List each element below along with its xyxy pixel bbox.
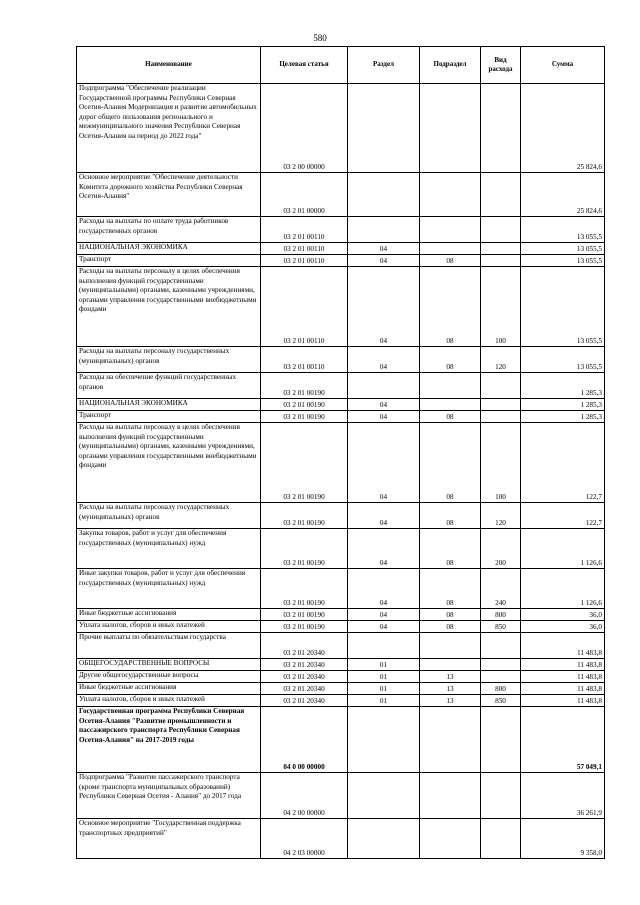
cell-code: 03 2 01 00110 <box>261 243 348 255</box>
cell-subsection <box>420 243 481 255</box>
table-row <box>77 84 605 173</box>
header-vid: Вид расхода <box>481 47 521 84</box>
cell-name: Закупка товаров, работ и услуг для обеспечения государственных (муниципальных) нужд <box>77 529 261 569</box>
cell-code: 03 2 00 00000 <box>261 84 348 173</box>
cell-name: Расходы на выплаты персоналу государственных (муниципальных) органов <box>77 347 261 373</box>
cell-code: 03 2 01 00110 <box>261 255 348 267</box>
cell-vid: 850 <box>481 695 521 707</box>
table-row <box>77 217 605 243</box>
cell-vid <box>481 243 521 255</box>
cell-vid <box>481 255 521 267</box>
cell-sum: 1 126,6 <box>521 569 605 609</box>
cell-name: Расходы на выплаты персоналу в целях обеспечения выполнения функций государственными (муниципальными) органами, казенными учреждениями, органами управления государственными внебюджетными фондами <box>77 267 261 347</box>
cell-name: Основное мероприятие "Обеспечение деятельности Комитета дорожного хозяйства Республики Северная Осетия-Алания" <box>77 173 261 217</box>
cell-section <box>348 84 420 173</box>
table-row <box>77 659 605 671</box>
cell-section: 04 <box>348 609 420 621</box>
header-sum: Сумма <box>521 47 605 84</box>
cell-subsection <box>420 173 481 217</box>
table-row <box>77 399 605 411</box>
cell-subsection <box>420 659 481 671</box>
cell-vid: 100 <box>481 423 521 503</box>
cell-section <box>348 819 420 859</box>
cell-subsection <box>420 707 481 773</box>
cell-sum: 11 483,8 <box>521 683 605 695</box>
cell-name: Подпрограмма "Развитие пассажирского транспорта (кроме транспорта муниципальных образований) Республики Северная Осетия - Алания" до 2017 года <box>77 773 261 819</box>
cell-name: Основное мероприятие "Государственная поддержка транспортных предприятий" <box>77 819 261 859</box>
cell-section: 04 <box>348 399 420 411</box>
cell-name: Расходы на выплаты по оплате труда работников государственных органов <box>77 217 261 243</box>
cell-name: Уплата налогов, сборов и иных платежей <box>77 621 261 633</box>
table-row <box>77 621 605 633</box>
cell-section: 04 <box>348 243 420 255</box>
cell-subsection: 08 <box>420 503 481 529</box>
cell-section <box>348 633 420 659</box>
cell-subsection: 13 <box>420 695 481 707</box>
cell-code: 03 2 01 20340 <box>261 633 348 659</box>
cell-sum: 11 483,8 <box>521 671 605 683</box>
cell-sum: 13 055,5 <box>521 255 605 267</box>
cell-name: Расходы на выплаты персоналу государственных (муниципальных) органов <box>77 503 261 529</box>
cell-vid <box>481 399 521 411</box>
cell-section: 04 <box>348 503 420 529</box>
table-row <box>77 707 605 773</box>
cell-subsection: 13 <box>420 683 481 695</box>
cell-sum: 1 285,3 <box>521 411 605 423</box>
cell-subsection <box>420 217 481 243</box>
cell-vid <box>481 633 521 659</box>
cell-section: 04 <box>348 529 420 569</box>
cell-name: Государственная программа Республики Северная Осетия-Алания "Развитие промышленности и пассажирского транспорта Республики Северная Осетия-Алания" на 2017-2019 годы <box>77 707 261 773</box>
cell-subsection: 08 <box>420 423 481 503</box>
cell-sum: 122,7 <box>521 503 605 529</box>
cell-name: Транспорт <box>77 411 261 423</box>
cell-code: 03 2 01 20340 <box>261 683 348 695</box>
table-row <box>77 423 605 503</box>
cell-code: 03 2 01 00190 <box>261 399 348 411</box>
cell-code: 03 2 01 00110 <box>261 217 348 243</box>
cell-subsection: 13 <box>420 671 481 683</box>
cell-name: Подпрограмма "Обеспечение реализации Государственной программы Республики Северная Осетия-Алания Модернизация и развитие автомобильных дорог общего пользования регионального и межмуниципального значения Республики Северная Осетия-Алания на период до 2022 года" <box>77 84 261 173</box>
cell-section: 04 <box>348 569 420 609</box>
cell-code: 03 2 01 00190 <box>261 609 348 621</box>
cell-section: 01 <box>348 659 420 671</box>
cell-section: 04 <box>348 347 420 373</box>
cell-vid: 200 <box>481 529 521 569</box>
cell-vid <box>481 373 521 399</box>
cell-vid <box>481 671 521 683</box>
cell-sum: 36,0 <box>521 621 605 633</box>
cell-code: 03 2 01 20340 <box>261 659 348 671</box>
cell-vid <box>481 819 521 859</box>
cell-subsection <box>420 373 481 399</box>
cell-vid: 100 <box>481 267 521 347</box>
table-row <box>77 569 605 609</box>
cell-code: 03 2 01 00000 <box>261 173 348 217</box>
table-row <box>77 373 605 399</box>
table-row <box>77 267 605 347</box>
cell-code: 03 2 01 00190 <box>261 373 348 399</box>
table-row <box>77 683 605 695</box>
cell-subsection: 08 <box>420 569 481 609</box>
cell-section <box>348 373 420 399</box>
table-row <box>77 819 605 859</box>
cell-section <box>348 173 420 217</box>
cell-vid: 800 <box>481 609 521 621</box>
cell-code: 03 2 01 20340 <box>261 671 348 683</box>
cell-name: Расходы на выплаты персоналу в целях обеспечения выполнения функций государственными (муниципальными) органами, казенными учреждениями, органами управления государственными внебюджетными фондами <box>77 423 261 503</box>
cell-sum: 25 824,6 <box>521 173 605 217</box>
cell-sum: 57 049,1 <box>521 707 605 773</box>
cell-name: Иные закупки товаров, работ и услуг для обеспечения государственных (муниципальных) нужд <box>77 569 261 609</box>
cell-sum: 13 055,5 <box>521 347 605 373</box>
cell-vid: 120 <box>481 347 521 373</box>
cell-sum: 11 483,8 <box>521 633 605 659</box>
table-row <box>77 173 605 217</box>
cell-name: НАЦИОНАЛЬНАЯ ЭКОНОМИКА <box>77 243 261 255</box>
cell-sum: 36,0 <box>521 609 605 621</box>
cell-section: 04 <box>348 621 420 633</box>
cell-name: Иные бюджетные ассигнования <box>77 683 261 695</box>
cell-sum: 13 055,5 <box>521 217 605 243</box>
table-row <box>77 503 605 529</box>
cell-subsection: 08 <box>420 267 481 347</box>
cell-name: Расходы на обеспечение функций государственных органов <box>77 373 261 399</box>
cell-subsection <box>420 773 481 819</box>
cell-section: 01 <box>348 683 420 695</box>
cell-code: 03 2 01 00190 <box>261 411 348 423</box>
cell-vid <box>481 173 521 217</box>
cell-sum: 9 358,0 <box>521 819 605 859</box>
cell-name: НАЦИОНАЛЬНАЯ ЭКОНОМИКА <box>77 399 261 411</box>
header-subsection: Подраздел <box>420 47 481 84</box>
cell-subsection <box>420 633 481 659</box>
cell-section: 04 <box>348 423 420 503</box>
cell-vid: 850 <box>481 621 521 633</box>
page-number: 580 <box>313 33 327 43</box>
cell-sum: 1 285,3 <box>521 399 605 411</box>
cell-vid <box>481 707 521 773</box>
cell-subsection: 08 <box>420 411 481 423</box>
cell-name: ОБЩЕГОСУДАРСТВЕННЫЕ ВОПРОСЫ <box>77 659 261 671</box>
table-body <box>77 84 605 859</box>
cell-name: Уплата налогов, сборов и иных платежей <box>77 695 261 707</box>
cell-code: 04 2 00 00000 <box>261 773 348 819</box>
cell-section <box>348 773 420 819</box>
cell-code: 03 2 01 00190 <box>261 621 348 633</box>
cell-vid <box>481 659 521 671</box>
header-code: Целевая статья <box>261 47 348 84</box>
cell-section <box>348 217 420 243</box>
cell-section: 04 <box>348 267 420 347</box>
cell-code: 04 0 00 00000 <box>261 707 348 773</box>
cell-code: 03 2 01 20340 <box>261 695 348 707</box>
header-name: Наименование <box>77 47 261 84</box>
cell-vid: 240 <box>481 569 521 609</box>
table-header-row <box>77 47 605 84</box>
cell-code: 03 2 01 00190 <box>261 503 348 529</box>
cell-code: 04 2 03 00000 <box>261 819 348 859</box>
cell-subsection: 08 <box>420 347 481 373</box>
cell-vid <box>481 411 521 423</box>
table-row <box>77 411 605 423</box>
table-row <box>77 243 605 255</box>
cell-sum: 13 055,5 <box>521 243 605 255</box>
cell-section: 01 <box>348 695 420 707</box>
table-row <box>77 671 605 683</box>
cell-section: 04 <box>348 411 420 423</box>
cell-code: 03 2 01 00190 <box>261 423 348 503</box>
cell-sum: 25 824,6 <box>521 84 605 173</box>
cell-subsection: 08 <box>420 621 481 633</box>
cell-vid: 120 <box>481 503 521 529</box>
table-row <box>77 529 605 569</box>
cell-sum: 122,7 <box>521 423 605 503</box>
cell-vid <box>481 773 521 819</box>
table-row <box>77 347 605 373</box>
cell-sum: 1 126,6 <box>521 529 605 569</box>
cell-code: 03 2 01 00190 <box>261 569 348 609</box>
cell-subsection: 08 <box>420 255 481 267</box>
table-row <box>77 255 605 267</box>
cell-name: Иные бюджетные ассигнования <box>77 609 261 621</box>
cell-sum: 1 285,3 <box>521 373 605 399</box>
cell-subsection: 08 <box>420 609 481 621</box>
cell-subsection: 08 <box>420 529 481 569</box>
cell-section: 01 <box>348 671 420 683</box>
cell-vid: 800 <box>481 683 521 695</box>
table-row <box>77 773 605 819</box>
cell-vid <box>481 217 521 243</box>
cell-subsection <box>420 399 481 411</box>
table-row <box>77 633 605 659</box>
cell-code: 03 2 01 00110 <box>261 347 348 373</box>
cell-section <box>348 707 420 773</box>
cell-code: 03 2 01 00190 <box>261 529 348 569</box>
cell-sum: 11 483,8 <box>521 695 605 707</box>
cell-section: 04 <box>348 255 420 267</box>
cell-name: Прочие выплаты по обязательствам государства <box>77 633 261 659</box>
cell-name: Транспорт <box>77 255 261 267</box>
cell-code: 03 2 01 00110 <box>261 267 348 347</box>
cell-sum: 13 055,5 <box>521 267 605 347</box>
cell-sum: 36 261,9 <box>521 773 605 819</box>
table-row <box>77 695 605 707</box>
table-row <box>77 609 605 621</box>
cell-sum: 11 483,8 <box>521 659 605 671</box>
cell-subsection <box>420 84 481 173</box>
cell-subsection <box>420 819 481 859</box>
cell-name: Другие общегосударственные вопросы <box>77 671 261 683</box>
budget-table <box>76 46 605 859</box>
cell-vid <box>481 84 521 173</box>
header-section: Раздел <box>348 47 420 84</box>
